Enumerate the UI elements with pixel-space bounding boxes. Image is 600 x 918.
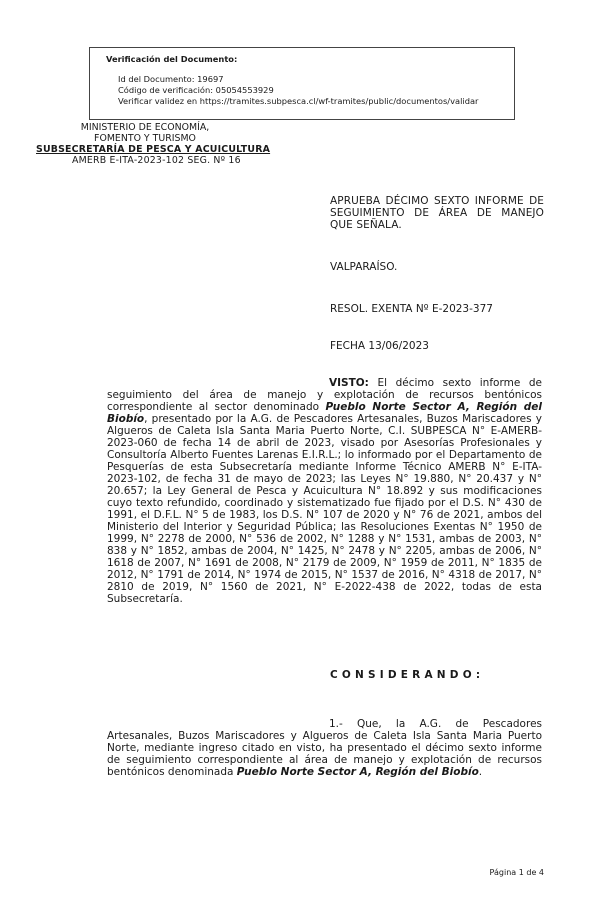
ministry-line-2: FOMENTO Y TURISMO [94, 133, 196, 144]
resolution-city: VALPARAÍSO. [330, 261, 398, 273]
visto-emphasis: Pueblo Norte Sector A, Región del Biobío [107, 401, 543, 425]
subsecretaria-title: SUBSECRETARÍA DE PESCA Y ACUICULTURA [36, 144, 271, 155]
resolution-number: RESOL. EXENTA Nº E-2023-377 [330, 303, 493, 315]
page-number: Página 1 de 4 [489, 868, 544, 877]
considerando-emphasis: Pueblo Norte Sector A, Región del Biobío [236, 766, 479, 778]
verification-list [106, 74, 514, 107]
document-id: ▸ Id del Documento: 19697 [118, 74, 514, 85]
considerando-heading: CONSIDERANDO: [330, 669, 485, 681]
validation-link[interactable]: ▸ Verificar validez en https://tramites.subpesca.cl/wf-tramites/public/documentos/validar [118, 96, 514, 107]
verification-title: Verificación del Documento: [106, 54, 238, 64]
verification-code: ▸ Código de verificación: 05054553929 [118, 85, 514, 96]
considerando-text-a: 1.- Que, la A.G. de Pescadores Artesanales, Buzos Mariscadores y Algueros de Caleta Isla Santa Maria Puerto Norte, mediante ingreso citado en visto, ha presentado el décimo sexto informe de seguimiento correspondiente al área de manejo y explotación de recursos bentónicos denominada [107, 718, 542, 778]
visto-paragraph [107, 377, 542, 605]
resolution-subject: APRUEBA DÉCIMO SEXTO INFORME DE SEGUIMIENTO DE ÁREA DE MANEJO QUE SEÑALA. [330, 195, 544, 231]
ministry-line-1: MINISTERIO DE ECONOMÍA, [80, 122, 210, 133]
visto-text-a: El décimo sexto informe de seguimiento del área de manejo y explotación de recursos bentónicos correspondiente al sector denominado [107, 377, 542, 413]
visto-label: VISTO: [329, 377, 369, 389]
verification-box [89, 47, 515, 120]
amerb-reference: AMERB E-ITA-2023-102 SEG. Nº 16 [72, 155, 241, 166]
resolution-date: FECHA 13/06/2023 [330, 340, 429, 352]
considerando-paragraph-1 [107, 718, 542, 778]
visto-text-b: , presentado por la A.G. de Pescadores Artesanales, Buzos Mariscadores y Algueros de Caleta Isla Santa Maria Puerto Norte, C.I. SUBPESCA N° E-AMERB-2023-060 de fecha 14 de abril de 2023, visado por Asesorías Profesionales y Consultoría Alberto Fuentes Larenas E.I.R.L.; lo informado por el Departamento de Pesquerías de esta Subsecretaría mediante Informe Técnico AMERB N° E-ITA-2023-102, de fecha 31 de mayo de 2023; las Leyes N° 19.880, N° 20.437 y N° 20.657; la Ley General de Pesca y Acuicultura N° 18.892 y sus modificaciones cuyo texto refundido, coordinado y sistematizado fue fijado por el D.S. N° 430 de 1991, el D.F.L. N° 5 de 1983, los D.S. N° 107 de 2020 y N° 76 de 2021, ambos del Ministerio del Interior y Seguridad Pública; las Resoluciones Exentas N° 1950 de 1999, N° 2278 de 2000, N° 536 de 2002, N° 1288 y N° 1531, ambas de 2003, N° 838 y N° 1852, ambas de 2004, N° 1425, N° 2478 y N° 2205, ambas de 2006, N° 1618 de 2007, N° 1691 de 2008, N° 2179 de 2009, N° 1959 de 2011, N° 1835 de 2012, N° 1791 de 2014, N° 1974 de 2015, N° 1537 de 2016, N° 4318 de 2017, N° 2810 de 2019, N° 1560 de 2021, N° E-2022-438 de 2022, todas de esta Subsecretaría. [107, 413, 542, 605]
considerando-text-b: . [478, 766, 483, 778]
